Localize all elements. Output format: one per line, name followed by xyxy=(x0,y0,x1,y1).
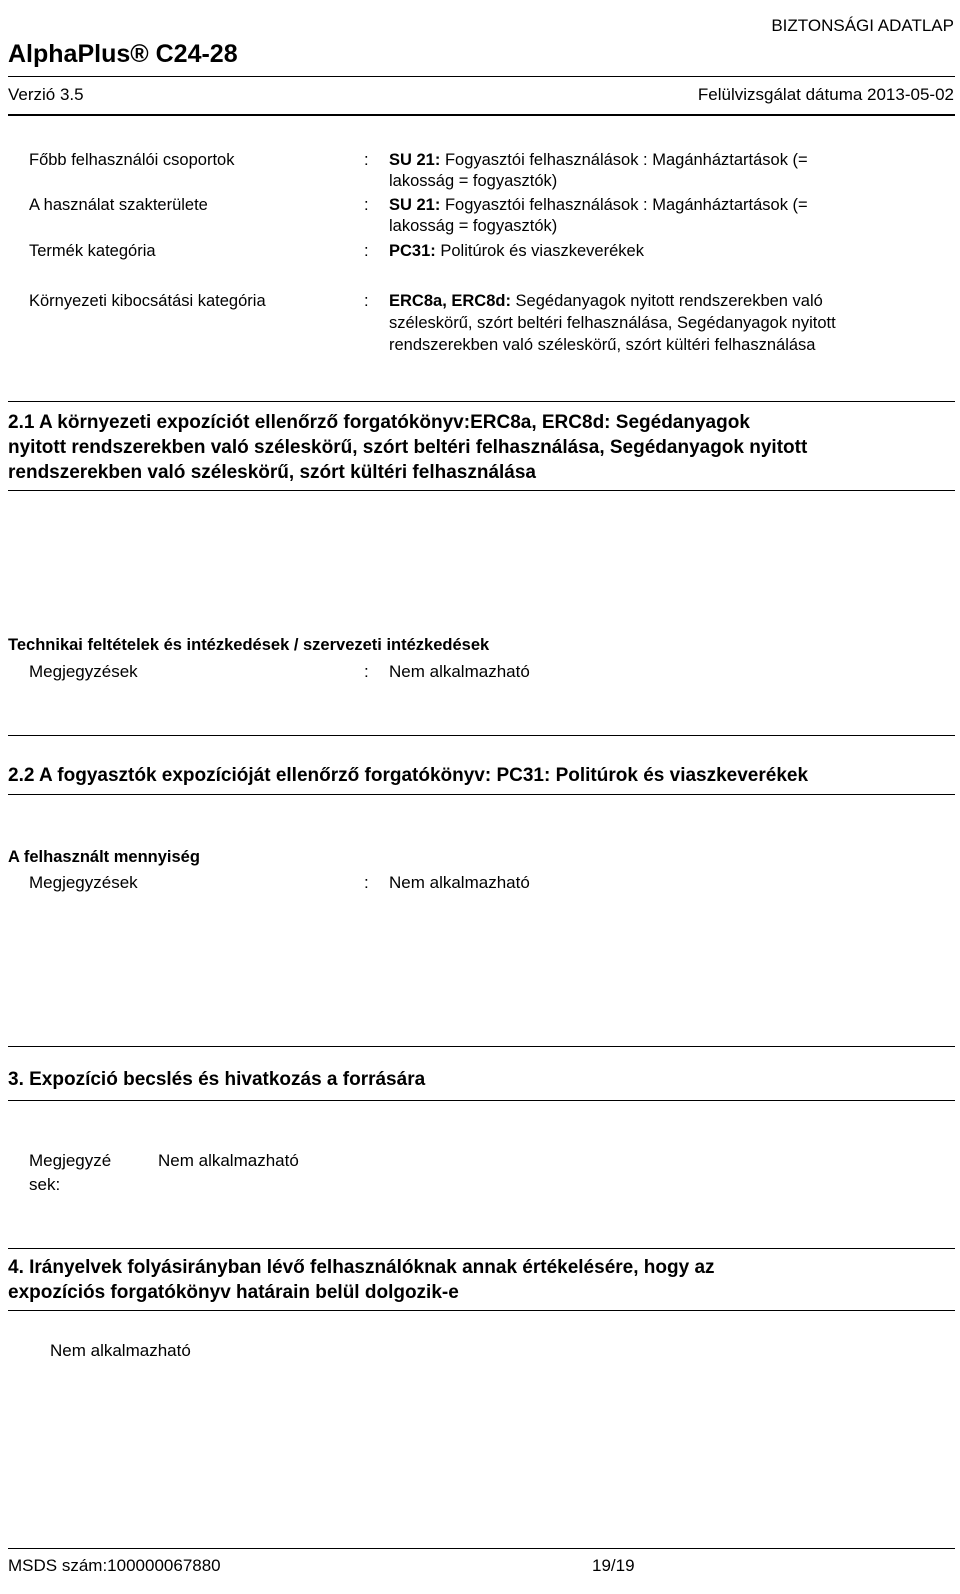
footer-divider xyxy=(8,1548,955,1549)
info-separator: : xyxy=(364,292,369,310)
page-number: 19/19 xyxy=(592,1556,635,1575)
header-divider xyxy=(8,114,955,116)
section-divider xyxy=(8,1248,955,1249)
section-2-1-title: 2.1 A környezeti expozíciót ellenőrző forgatókönyv:ERC8a, ERC8d: Segédanyagok xyxy=(8,412,750,433)
version: Verzió 3.5 xyxy=(8,85,84,104)
info-separator: : xyxy=(364,196,369,214)
product-name: AlphaPlus® C24-28 xyxy=(8,40,238,68)
info-value: ERC8a, ERC8d: Segédanyagok nyitott rendszerekben való xyxy=(389,292,823,310)
section-divider xyxy=(8,794,955,795)
info-value: PC31: Politúrok és viaszkeverékek xyxy=(389,242,644,260)
info-value-line: rendszerekben való széleskörű, szórt kültéri felhasználása xyxy=(389,336,816,354)
info-separator: : xyxy=(364,151,369,169)
section-4-value: Nem alkalmazható xyxy=(50,1341,191,1360)
section-divider xyxy=(8,735,955,736)
section-2-1-title-line: rendszerekben való széleskörű, szórt kültéri felhasználása xyxy=(8,462,537,483)
remarks-label-line: sek: xyxy=(29,1175,61,1194)
remarks-label: Megjegyzé xyxy=(29,1151,112,1170)
section-2-1-title-line: nyitott rendszerekben való széleskörű, szórt beltéri felhasználása, Segédanyagok nyitott xyxy=(8,437,808,458)
info-code: SU 21: xyxy=(389,151,441,169)
info-code: ERC8a, ERC8d: xyxy=(389,292,511,310)
info-value-line: lakosság = fogyasztók) xyxy=(389,172,558,190)
section-divider xyxy=(8,1100,955,1101)
section-4-title: 4. Irányelvek folyásirányban lévő felhasználóknak annak értékelésére, hogy az xyxy=(8,1257,715,1278)
info-label: A használat szakterülete xyxy=(29,196,208,214)
remarks-separator: : xyxy=(364,662,369,681)
section-2-2-subheading: A felhasznált mennyiség xyxy=(8,848,200,866)
info-value: SU 21: Fogyasztói felhasználások : Magánháztartások (= xyxy=(389,151,808,169)
section-divider xyxy=(8,490,955,491)
section-divider xyxy=(8,401,955,402)
remarks-value: Nem alkalmazható xyxy=(389,662,530,681)
remarks-value: Nem alkalmazható xyxy=(158,1151,299,1170)
remarks-label: Megjegyzések xyxy=(29,662,138,681)
info-code: SU 21: xyxy=(389,196,441,214)
remarks-label: Megjegyzések xyxy=(29,873,138,892)
info-label: Termék kategória xyxy=(29,242,156,260)
section-4-title-line: expozíciós forgatókönyv határain belül dolgozik-e xyxy=(8,1282,459,1303)
section-2-1-subheading: Technikai feltételek és intézkedések / szervezeti intézkedések xyxy=(8,636,490,654)
msds-number: MSDS szám:100000067880 xyxy=(8,1556,221,1575)
header-divider-top xyxy=(8,76,955,77)
section-3-title: 3. Expozíció becslés és hivatkozás a forrására xyxy=(8,1069,426,1090)
info-value: SU 21: Fogyasztói felhasználások : Magánháztartások (= xyxy=(389,196,808,214)
document-type: BIZTONSÁGI ADATLAP xyxy=(771,16,954,35)
remarks-separator: : xyxy=(364,873,369,892)
section-2-2-title: 2.2 A fogyasztók expozícióját ellenőrző forgatókönyv: PC31: Politúrok és viaszkeverékek xyxy=(8,765,809,786)
section-divider xyxy=(8,1310,955,1311)
info-separator: : xyxy=(364,242,369,260)
info-code: PC31: xyxy=(389,242,436,260)
revision-date: Felülvizsgálat dátuma 2013-05-02 xyxy=(697,85,954,104)
info-value-line: széleskörű, szórt beltéri felhasználása, Segédanyagok nyitott xyxy=(389,314,836,332)
info-value-line: lakosság = fogyasztók) xyxy=(389,217,558,235)
section-divider xyxy=(8,1046,955,1047)
info-label: Főbb felhasználói csoportok xyxy=(29,151,235,169)
remarks-value: Nem alkalmazható xyxy=(389,873,530,892)
info-label: Környezeti kibocsátási kategória xyxy=(29,292,266,310)
